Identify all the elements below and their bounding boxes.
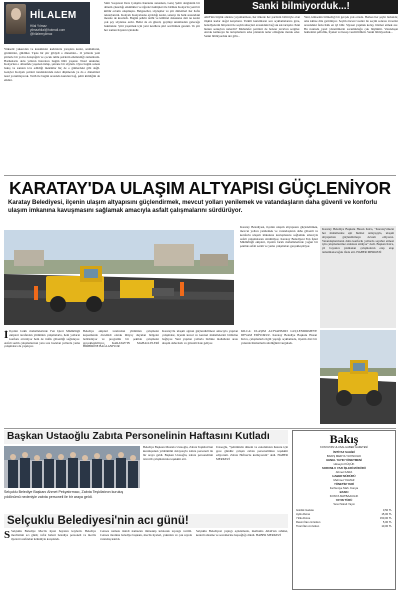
main-body-text-1: İlçenin farklı mahallelerinde Fen İşleri Müdürlüğü ekipleri tarafından yürütülen çalışmalarla, hem yolların konforu artırılıyor hem de trafik güvenliği sağlanıyor. Asfalt serim çalışmalarının yanı sıra bozulan yollarda yama çalışmaları da yapılıyor.	[4, 330, 80, 349]
photo-illustration	[4, 446, 140, 488]
column-subtitle-line: @hilalemyilmaz	[30, 32, 53, 36]
kunye-head: YAYIN TÜRÜ	[335, 498, 353, 503]
top-section	[0, 0, 400, 175]
masthead-box	[292, 430, 396, 590]
zabita-headline: Başkan Ustaoğlu Zabıta Personelinin Haftasını Kutladı	[4, 430, 288, 444]
price-label: Yıllık Abone	[296, 516, 311, 520]
divider	[4, 175, 396, 176]
main-body-col-3: Karatay'da ulaşım ağının güçlendirilmesi amacıyla yapılan çalışmalar, ilçenin kırsal ve kentsel mahallelerini birbirine bağlıyor. Yeni yapılan yollarla birlikte mahalleler arası ulaşım daha hızlı ve güvenli hale geliyor.	[162, 330, 238, 345]
dropcap: İ	[4, 330, 9, 341]
price-label: Resmi İlan cm/sütun	[296, 520, 321, 524]
selcuklu-body-col-2: Cenaze namazı ikindi namazını müteakip kılınarak toprağa verildi. Cenaze törenine belediye başkanı, meclis üyeleri, yakınları ve çok sayıda vatandaş katıldı.	[100, 530, 192, 541]
price-label: Aylık Abone	[296, 512, 311, 516]
price-value: 0,50 TL	[382, 508, 392, 512]
article-text-d: Yani, kimsenin bilmediği bir gerçek yok ortada. Herkes her şeyin farkında; ama kimse dile getirmiyor. Seçim öncesi vaatler ile seçim sonrası icraatlar arasındaki farkı halk en iyi bilir. Siyaset yapmak kolay, hizmet etmek zor. Bu noktada yerel yönetimlerin sorumluluğu çok büyüktür. Vatandaşın beklentisi şeffaflık, liyakat ve hesap verebilirliktir. Sanki bilmiyorduk...	[304, 16, 398, 35]
column-text-b: Sinir Sosyetesi Ders Çalışma Kursunu sunarken, Genç Şehir dergisinin bir dönem çıkardığı etkinlikler ve öğrenci kulüpleri ile birlikte Konya'da yeni bir kültür ortamı oluşmuştu. Belgeseller, söyleşiler ve şiir dinletileri her hafta tekrarlanırdı. Konyalı Konyalısına ayrıldığı kadar, sanatçı ile halk arasındaki mesafe de kısalırdı. Bugün şehrin tarihi ve kültürel dokusuna dair ne kadar çok şey söylense azdır. Belki de en güzeli, geçmişi unutmadan geleceğe bakmaktır. Şiiri yaşatmak için yeni nesillere şiiri sevdirmek gerekir. Ve şiir her zaman hayatın içindedir.	[104, 2, 200, 32]
kunye-value: BAKIŞ MEDYA YAYINCILIK	[326, 453, 362, 458]
selcuklu-body-text-1: Selçuklu Belediye Meclis üyesi hayatını kaybetti. Belediye meclisinin acı günü; vefat haberi belediye personeli ve meclis üyeleri tarafından üzüntüyle karşılandı.	[11, 530, 96, 541]
kunye-value: KONYA MATBAACILIK	[329, 493, 359, 498]
price-value: 15,00 TL	[381, 512, 392, 516]
kunye-head: HABER MÜDÜRÜ	[332, 474, 356, 479]
main-deck: Karatay Belediyesi, ilçenin ulaşım altyapısını güçlendirmek, mevcut yolları yenilemek ve vatandaşların daha güvenli ve konforlu ulaşım imkanına kavuşmasını sağlamak amacıyla asfalt çalışmalarını sürdürüyor.	[8, 199, 378, 214]
price-label: Günlük Gazete	[296, 508, 314, 512]
main-intro-text: Karatay Belediyesi, ilçenin ulaşım altyapısını güçlendirmek, mevcut yolları yenilemek ve vatandaşların daha güvenli ve konforlu ulaşım imkanına kavuşmasını sağlamak amacıyla asfalt çalışmalarını sürdürüyor. Karatay Belediyesi Fen İşleri Müdürlüğü ekipleri, ilçenin farklı mahallelerinde yoğun bir şekilde asfalt serim ve yama çalışmaları gerçekleştiriyor.	[240, 226, 318, 249]
price-value: 10,00 TL	[381, 524, 392, 528]
kunye-head: YÖNETİM YERİ	[334, 482, 354, 487]
price-value: 5,00 TL	[382, 520, 392, 524]
main-headline: KARATAY'DA ULAŞIM ALTYAPISI GÜÇLENİYOR	[9, 178, 391, 198]
main-body-col-1	[4, 330, 80, 426]
selcuklu-headline: Selçuklu Belediyesi'nin acı günü!	[4, 514, 288, 528]
main-body-col-4: KILCA: ULAŞIM ALTYAPIMIZI GÜÇLENDİRMEYE DEVAM EDİYORUZ. Karatay Belediye Başkanı Hasan Kılca, çalışmalarla ilgili yaptığı açıklamada, ilçenin dört bir yanında hizmetlerin sürdüğünü vurguladı.	[241, 330, 317, 345]
zabita-group-photo	[4, 446, 140, 488]
article-text-c: AKP'nin büyük ailelere yayınlanması, her ülkede her partinin birbiriyle olan ilişkisi kadar doğal karşılanır. Yetkili kurumların son açıklamalarına göre, belediyelerin bütçeleri ile seçim süreçleri arasındaki bağ sık sık tartışılır. Peki bunun sonuçları nelerdir? Muhalefet partileri de benzer tavırları sergiler. Ancak kamuoyu bu tartışmaların arka planında neler olduğunu merak eder. Sanki bilmiyorduk der gibi...	[204, 16, 300, 39]
zabita-photo-caption: Selçuklu Belediye Başkanı Ahmet Pekyatırmacı, Zabıta Teşkilatının kuruluş yıldönümü nedeniyle zabıta personeli ile bir araya geldi.	[4, 490, 124, 499]
column-text-a: Yükselir yukarıdan ve kazıklıklar kadınlarla yarışlara kadar, azınlıkların, görünürler, güldüler. Tıpkı bir şiir gibiydi o dönemler... O yıllarda yeni şiirlerle bir yolcu dolaştığım ve çocuk ruhlu şairlerin etkilendiği zamanlardı. Harikalarla dolu yılların hatıraları bugün hâlâ yaşanır. Nasıl unutulur, Konya'nın o dönemde yaşanan üslup, şairane bir söylem. Oysa bugün sanata bakış ve sanatın icra edildiği mekânlar hiç de o günlerdeki gibi değil. Gençler Konyalı şairleri tanıdıklarında neler düşünecek ya da o dönemleri nasıl yorumlayacak. Tarih ile bugün arasında kurulan bağ, şehir kimliğini de etkiler.	[4, 48, 100, 82]
asphalt-work-photo	[4, 230, 234, 325]
price-table	[296, 508, 392, 528]
column-subtitle-line: yilmazhilal@hotmail.com	[30, 28, 66, 32]
kunye-value: Ferhuniye Mah. Konya	[329, 485, 359, 490]
zabita-body-col-2: Ustaoğlu, "Şehrimizin düzeni ve esnafımızın huzuru için gece gündüz çalışan zabıta personelimize teşekkür ediyorum. Zabıta Haftası'nı kutluyorum" dedi. HABER MERKEZİ	[216, 446, 288, 461]
kunye-head: BASKI	[339, 490, 349, 495]
selcuklu-body-col-1	[4, 530, 96, 592]
column-subtitle-line: Hilal Yılmaz	[30, 24, 47, 28]
divider	[4, 428, 396, 429]
article-headline-sanki: Sanki bilmiyorduk...!	[204, 0, 398, 14]
kunye-value: Hüseyin KÜÇÜK	[333, 461, 355, 466]
newspaper-subtitle: KONYA'NIN ULUSAL HABER GAZETESİ	[320, 446, 368, 449]
column-title: HİLALEM	[30, 10, 77, 21]
photo-illustration	[320, 330, 396, 424]
selcuklu-body-col-3: Selçuklu Belediyesi yaptığı açıklamada, merhuma Allah'tan rahmet, kederli ailesine ve sevenlerine başsağlığı diledi. HABER MERKEZİ	[196, 530, 288, 537]
kunye-head: İMTİYAZ SAHİBİ	[333, 450, 355, 455]
dropcap: S	[4, 530, 11, 541]
zabita-body-col-1: Belediye Başkanı Mustafa Ustaoğlu, Zabıta Teşkilatı'nın kuruluşunun yıldönümü dolayısıyla zabıta personeli ile bir araya geldi. Başkan Ustaoğlu, zabıta personelinin özverili çalışmalarına teşekkür etti.	[143, 446, 213, 461]
kunye-head: SORUMLU YAZI İŞLERİ MÜDÜRÜ	[322, 466, 366, 471]
main-body-col-2: Belediye ekipleri tarafından yürütülen çalışmalar kapsamında öncelikli olarak ihtiyaç duyulan bölgeler belirleniyor ve programlı bir şekilde çalışmalar gerçekleştiriliyor. KARATAY'IN MAHALLELERİ BİRBİRİNE BAĞLANIYOR	[83, 330, 159, 349]
price-row	[296, 524, 392, 528]
newspaper-name: Bakış	[329, 432, 359, 446]
kunye-value: Mehmet YILMAZ	[333, 477, 355, 482]
photo-illustration	[4, 230, 234, 325]
columnist-photo	[6, 4, 26, 34]
kunye-value: Yerel Süreli Yayın	[333, 501, 355, 506]
price-label: Ticari İlan cm/sütun	[296, 524, 320, 528]
main-sidebar-quote: Karatay Belediye Başkanı Hasan Kılca, "Karatay'ımızın her mahallesine eşit hizmet anlayışıyla, ulaşım altyapımızı güçlendirmeye devam ediyoruz. Vatandaşlarımızın daha konforlu yollarda seyahat etmesi için çalışmalarımız aralıksız sürüyor" dedi. Başkan Kılca, yıl boyunca planlanan çalışmaların etap etap tamamlanacağını ifade etti. HABER MERKEZİ	[320, 226, 396, 328]
column-header-box	[4, 2, 90, 44]
kunye-head: GENEL YAYIN YÖNETMENİ	[326, 458, 362, 463]
kunye-value: Ahmet KARA	[335, 469, 353, 474]
kunye-entry	[296, 499, 392, 506]
kunye-entry	[296, 483, 392, 490]
price-value: 150,00 TL	[379, 516, 392, 520]
road-roller-photo	[320, 330, 396, 424]
column-subtitle	[30, 24, 65, 36]
